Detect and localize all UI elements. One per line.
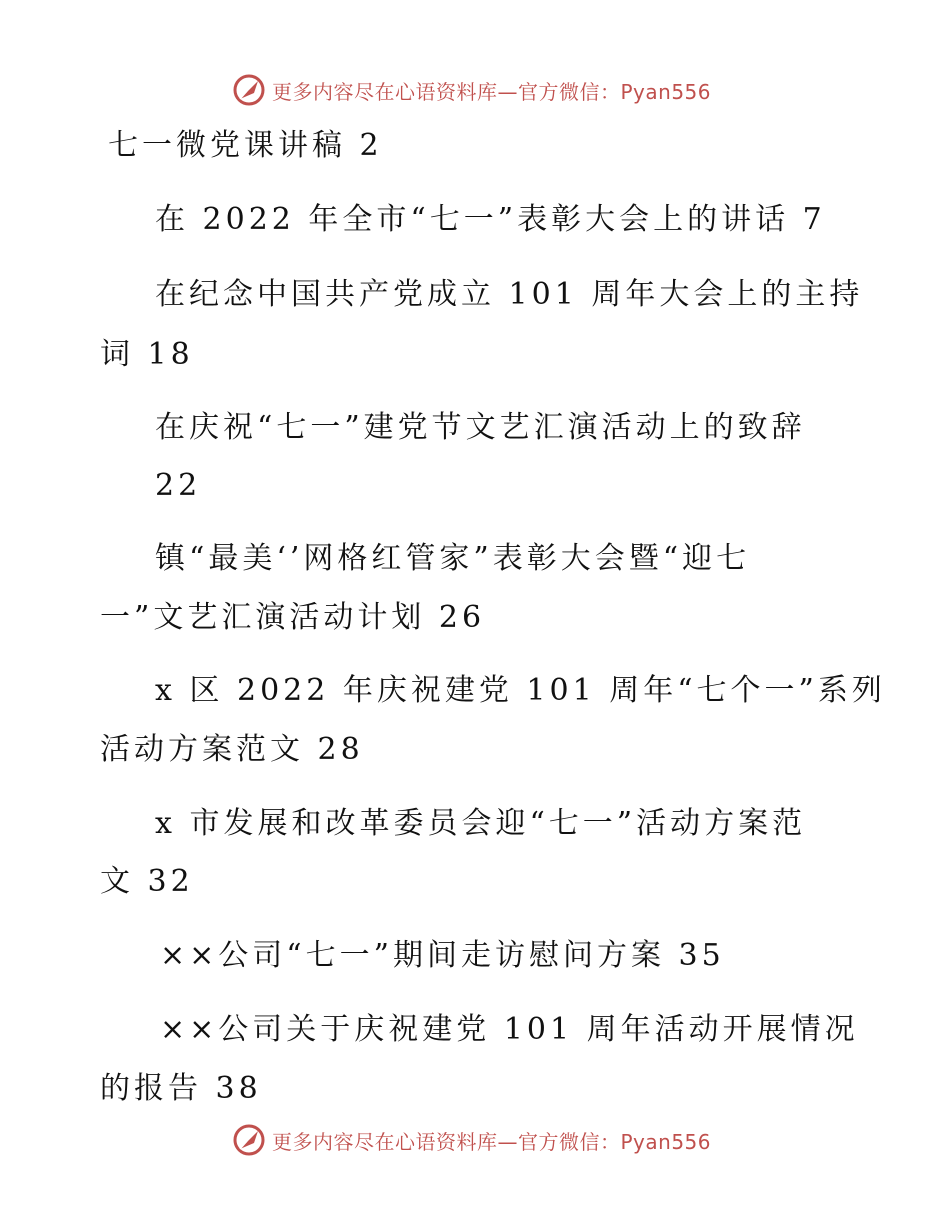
- toc-entry-9-line-1[interactable]: ××公司关于庆祝建党 101 周年活动开展情况: [160, 1012, 859, 1047]
- toc-entry-3-line-2[interactable]: 词 18: [100, 337, 194, 372]
- toc-entry-7-line-2[interactable]: 文 32: [100, 864, 194, 899]
- toc-entry-6-line-2[interactable]: 活动方案范文 28: [100, 732, 364, 767]
- quill-logo-icon: [232, 73, 266, 107]
- footer-wechat-text: 官方微信：Pyan556: [518, 1129, 712, 1154]
- header-library-text: 更多内容尽在心语资料库: [272, 79, 498, 104]
- toc-entry-8[interactable]: ××公司“七一”期间走访慰问方案 35: [160, 938, 725, 973]
- toc-entry-3-line-1[interactable]: 在纪念中国共产党成立 101 周年大会上的主持: [155, 277, 864, 312]
- toc-entry-5-line-1[interactable]: 镇“最美‘’网格红管家”表彰大会暨“迎七: [155, 541, 751, 576]
- header-wechat-text: 官方微信：Pyan556: [518, 79, 712, 104]
- toc-entry-6-line-1[interactable]: x 区 2022 年庆祝建党 101 周年“七个一”系列: [155, 673, 886, 708]
- toc-entry-7-line-1[interactable]: x 市发展和改革委员会迎“七一”活动方案范: [155, 806, 807, 841]
- toc-entry-2[interactable]: 在 2022 年全市“七一”表彰大会上的讲话 7: [155, 202, 826, 237]
- header-banner-text: [272, 76, 711, 105]
- footer-banner-text: [272, 1126, 711, 1155]
- footer-library-text: 更多内容尽在心语资料库: [272, 1129, 498, 1154]
- toc-entry-5-line-2[interactable]: 一”文艺汇演活动计划 26: [100, 600, 486, 635]
- header-separator: —: [497, 79, 518, 104]
- header-banner: [232, 70, 712, 110]
- toc-entry-1[interactable]: 七一微党课讲稿 2: [108, 128, 383, 163]
- footer-separator: —: [497, 1129, 518, 1154]
- footer-banner: [232, 1120, 712, 1160]
- quill-logo-icon: [232, 1123, 266, 1157]
- toc-entry-9-line-2[interactable]: 的报告 38: [100, 1071, 262, 1106]
- toc-entry-4-line-2[interactable]: 22: [155, 468, 202, 503]
- toc-entry-4-line-1[interactable]: 在庆祝“七一”建党节文艺汇演活动上的致辞: [155, 410, 806, 445]
